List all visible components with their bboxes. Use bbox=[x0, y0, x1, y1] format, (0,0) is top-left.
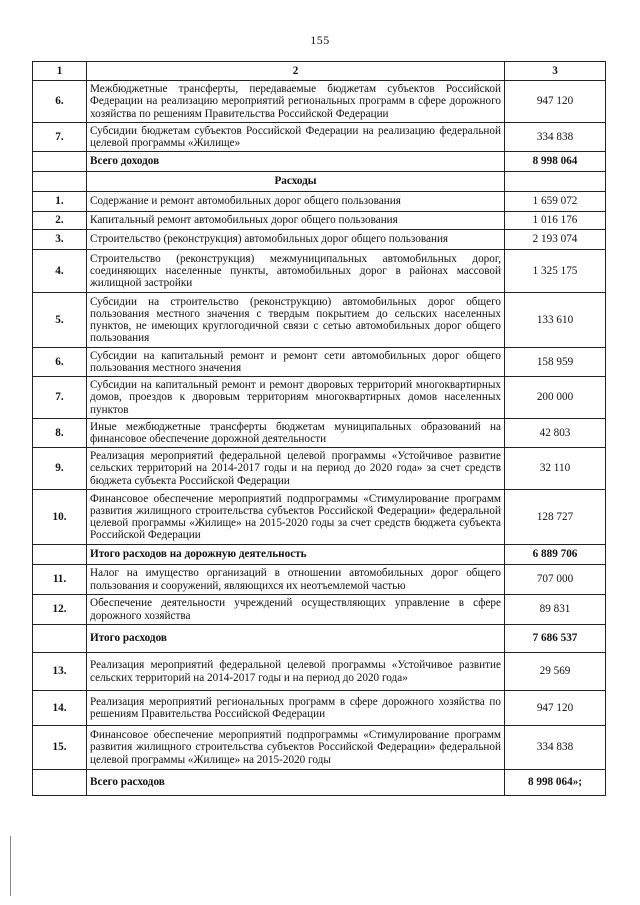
road-total-row bbox=[33, 545, 606, 565]
row-amount: 2 193 074 bbox=[505, 230, 606, 250]
row-description: Реализация мероприятий федеральной целевой программы «Устойчивое развитие сельских территорий на 2014-2017 годы и на период до 2020 года» за счет средств бюджета субъекта Российской Федерации bbox=[87, 448, 505, 490]
table-row bbox=[33, 419, 606, 448]
row-number: 8. bbox=[33, 419, 87, 448]
table-row bbox=[33, 595, 606, 625]
row-amount: 1 016 176 bbox=[505, 212, 606, 230]
grand-total-row bbox=[33, 770, 606, 796]
row-description: Строительство (реконструкция) автомобильных дорог общего пользования bbox=[87, 230, 505, 250]
table-row bbox=[33, 212, 606, 230]
table-row bbox=[33, 565, 606, 595]
row-description: Финансовое обеспечение мероприятий подпрограммы «Стимулирование программ развития жилищного строительства субъектов Российской Федерации» федеральной целевой программы «Жилище» на 2015-2020 годы bbox=[87, 726, 505, 770]
row-description: Реализация мероприятий федеральной целевой программы «Устойчивое развитие сельских территорий на 2014-2017 годы и на период до 2020 года» bbox=[87, 653, 505, 691]
total-label: Всего расходов bbox=[87, 770, 505, 796]
row-number: 3. bbox=[33, 230, 87, 250]
table-row bbox=[33, 691, 606, 726]
row-amount: 947 120 bbox=[505, 691, 606, 726]
row-description: Межбюджетные трансферты, передаваемые бюджетам субъектов Российской Федерации на реализацию мероприятий региональных программ в сфере дорожного хозяйства по решениям Правительства Российской Федерации bbox=[87, 81, 505, 123]
table-row bbox=[33, 377, 606, 419]
row-amount: 133 610 bbox=[505, 293, 606, 348]
row-number: 4. bbox=[33, 250, 87, 293]
column-header-3: 3 bbox=[505, 62, 606, 81]
row-number: 2. bbox=[33, 212, 87, 230]
row-number: 6. bbox=[33, 81, 87, 123]
row-number: 7. bbox=[33, 377, 87, 419]
row-number: 10. bbox=[33, 490, 87, 545]
table-row bbox=[33, 192, 606, 212]
row-amount: 334 838 bbox=[505, 123, 606, 152]
table-row bbox=[33, 230, 606, 250]
table-row bbox=[33, 726, 606, 770]
row-amount: 1 659 072 bbox=[505, 192, 606, 212]
row-amount: 128 727 bbox=[505, 490, 606, 545]
total-amount: 8 998 064 bbox=[505, 152, 606, 172]
row-number: 9. bbox=[33, 448, 87, 490]
table-row bbox=[33, 448, 606, 490]
row-description: Иные межбюджетные трансферты бюджетам муниципальных образований на финансовое обеспечение дорожной деятельности bbox=[87, 419, 505, 448]
row-description: Финансовое обеспечение мероприятий подпрограммы «Стимулирование программ развития жилищного строительства субъектов Российской Федерации» федеральной целевой программы «Жилище» на 2015-2020 годы за счет средств бюджета субъекта Российской Федерации bbox=[87, 490, 505, 545]
total-amount: 7 686 537 bbox=[505, 625, 606, 653]
budget-table bbox=[32, 61, 606, 796]
column-header-1: 1 bbox=[33, 62, 87, 81]
row-description: Субсидии на капитальный ремонт и ремонт дворовых территорий многоквартирных домов, проездов к дворовым территориям многоквартирных домов населенных пунктов bbox=[87, 377, 505, 419]
row-description: Реализация мероприятий региональных программ в сфере дорожного хозяйства по решениям Правительства Российской Федерации bbox=[87, 691, 505, 726]
total-amount: 6 889 706 bbox=[505, 545, 606, 565]
row-description: Субсидии на строительство (реконструкцию) автомобильных дорог общего пользования местного значения с твердым покрытием до сельских населенных пунктов, не имеющих круглогодичной связи с сетью автомобильных дорог общего пользования bbox=[87, 293, 505, 348]
row-amount: 158 959 bbox=[505, 348, 606, 377]
row-description: Содержание и ремонт автомобильных дорог общего пользования bbox=[87, 192, 505, 212]
row-description: Субсидии бюджетам субъектов Российской Федерации на реализацию федеральной целевой программы «Жилище» bbox=[87, 123, 505, 152]
table-row bbox=[33, 490, 606, 545]
table-header-row bbox=[33, 62, 606, 81]
row-number: 1. bbox=[33, 192, 87, 212]
row-amount: 1 325 175 bbox=[505, 250, 606, 293]
table-row bbox=[33, 250, 606, 293]
table-row bbox=[33, 123, 606, 152]
row-number: 12. bbox=[33, 595, 87, 625]
row-amount: 947 120 bbox=[505, 81, 606, 123]
table-row bbox=[33, 81, 606, 123]
income-total-row bbox=[33, 152, 606, 172]
row-amount: 89 831 bbox=[505, 595, 606, 625]
column-header-2: 2 bbox=[87, 62, 505, 81]
row-number: 15. bbox=[33, 726, 87, 770]
row-description: Капитальный ремонт автомобильных дорог общего пользования bbox=[87, 212, 505, 230]
total-label: Итого расходов bbox=[87, 625, 505, 653]
row-number: 13. bbox=[33, 653, 87, 691]
subtotal-row bbox=[33, 625, 606, 653]
table-row bbox=[33, 348, 606, 377]
table-row bbox=[33, 293, 606, 348]
table-row bbox=[33, 653, 606, 691]
row-amount: 32 110 bbox=[505, 448, 606, 490]
row-description: Субсидии на капитальный ремонт и ремонт сети автомобильных дорог общего пользования местного значения bbox=[87, 348, 505, 377]
section-heading: Расходы bbox=[87, 172, 505, 192]
total-label: Итого расходов на дорожную деятельность bbox=[87, 545, 505, 565]
row-amount: 42 803 bbox=[505, 419, 606, 448]
row-amount: 707 000 bbox=[505, 565, 606, 595]
row-description: Налог на имущество организаций в отношении автомобильных дорог общего пользования и сооружений, являющихся их неотъемлемой частью bbox=[87, 565, 505, 595]
row-amount: 29 569 bbox=[505, 653, 606, 691]
page-number: 155 bbox=[310, 33, 330, 47]
section-heading-row bbox=[33, 172, 606, 192]
row-number: 11. bbox=[33, 565, 87, 595]
scan-artifact-line bbox=[10, 836, 11, 896]
total-label: Всего доходов bbox=[87, 152, 505, 172]
row-number: 7. bbox=[33, 123, 87, 152]
row-number: 14. bbox=[33, 691, 87, 726]
row-description: Обеспечение деятельности учреждений осуществляющих управление в сфере дорожного хозяйства bbox=[87, 595, 505, 625]
row-description: Строительство (реконструкция) межмуниципальных автомобильных дорог, соединяющих населенные пункты, автомобильных дорог в районах массовой жилищной застройки bbox=[87, 250, 505, 293]
total-amount: 8 998 064»; bbox=[505, 770, 606, 796]
row-amount: 200 000 bbox=[505, 377, 606, 419]
row-number: 6. bbox=[33, 348, 87, 377]
row-amount: 334 838 bbox=[505, 726, 606, 770]
row-number: 5. bbox=[33, 293, 87, 348]
